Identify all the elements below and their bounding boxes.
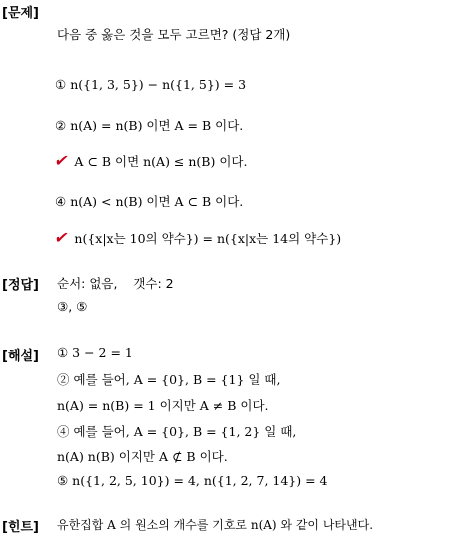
explanation-line: ⑤ n({1, 2, 5, 10}) = 4, n({1, 2, 7, 14}) = 4 [57, 473, 328, 488]
option-2[interactable] [55, 116, 243, 134]
explanation-label: [해설] [2, 349, 39, 364]
option-text: A ⊂ B 이면 n(A) ≤ n(B) 이다. [74, 154, 248, 169]
option-5[interactable] [52, 228, 342, 247]
checkmark-icon: ✔ [52, 228, 71, 247]
question-text: 다음 중 옳은 것을 모두 고르면? (정답 2개) [57, 27, 291, 42]
option-text: n(A) < n(B) 이면 A ⊂ B 이다. [70, 194, 244, 209]
option-3[interactable] [52, 151, 248, 170]
option-marker: ② [55, 118, 67, 133]
option-marker: ① [55, 77, 67, 92]
hint-text: 유한집합 A 의 원소의 개수를 기호로 n(A) 와 같이 나타낸다. [57, 518, 374, 532]
option-text: n({1, 3, 5}) − n({1, 5}) = 3 [70, 77, 247, 92]
option-4[interactable] [55, 192, 243, 210]
option-text: n({x|x는 10의 약수}) = n({x|x는 14의 약수}) [74, 231, 342, 246]
hint-label: [힌트] [2, 520, 39, 535]
explanation-line: ① 3 − 2 = 1 [57, 345, 133, 360]
option-marker: ④ [55, 194, 67, 209]
explanation-line: ② 예를 들어, A = {0}, B = {1} 일 때, [57, 372, 281, 387]
answer-meta: 순서: 없음, 갯수: 2 [57, 276, 174, 291]
answer-label: [정답] [2, 278, 39, 293]
option-text: n(A) = n(B) 이면 A = B 이다. [70, 118, 244, 133]
answer-choices: ③, ⑤ [57, 299, 88, 314]
explanation-line: n(A) n(B) 이지만 A ⊄ B 이다. [57, 449, 228, 464]
checkmark-icon: ✔ [52, 151, 71, 170]
explanation-line: n(A) = n(B) = 1 이지만 A ≠ B 이다. [57, 398, 269, 413]
problem-label: [문제] [2, 6, 39, 21]
explanation-line: ④ 예를 들어, A = {0}, B = {1, 2} 일 때, [57, 424, 297, 439]
option-1[interactable] [55, 77, 246, 92]
